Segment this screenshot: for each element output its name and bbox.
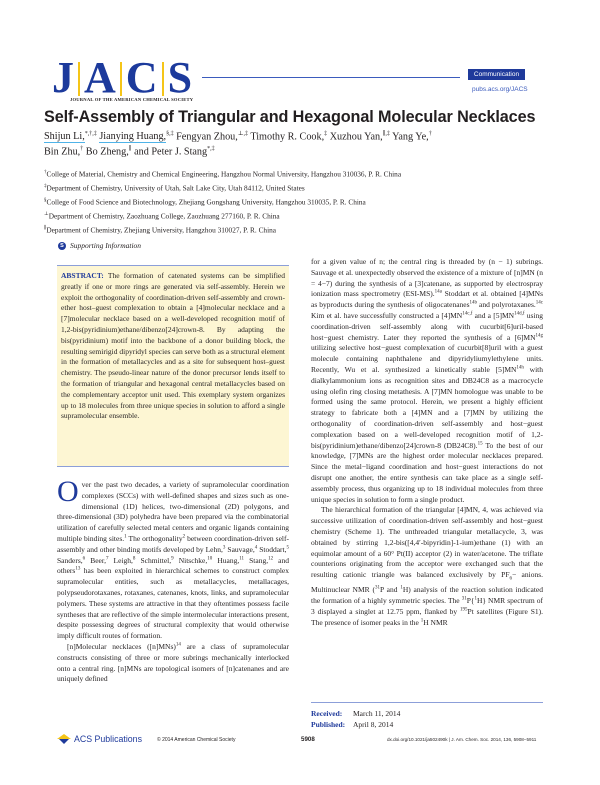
logo-divider bbox=[78, 62, 80, 96]
author-name: Bin Zhu, bbox=[44, 146, 81, 158]
affiliation bbox=[44, 167, 401, 181]
doi-citation-link[interactable]: dx.doi.org/10.1021/ja502490k | J. Am. Chem. Soc. 2014, 136, 5908−5911 bbox=[387, 737, 537, 742]
text: Stoddart, bbox=[257, 544, 287, 554]
text: utilizing selective host−guest complexation of cucurbit[8]uril with a guest molecule containing naphthalene and dipyridyliumylethylene units. Recently, Wu et al. synthesized a kinetically stable [5]MN bbox=[311, 343, 543, 374]
published-label: Published: bbox=[311, 720, 346, 729]
affiliation bbox=[44, 223, 401, 237]
reference-link[interactable]: 13 bbox=[75, 566, 81, 572]
isotope-mark: 1 bbox=[420, 618, 424, 624]
text: and a [5]MN bbox=[472, 310, 515, 320]
reference-link[interactable]: 3 bbox=[222, 545, 226, 551]
acs-logo-icon bbox=[57, 734, 71, 744]
text: H} NMR spectrum of 3 displayed a singlet at 12.75 ppm, flanked by bbox=[311, 596, 543, 616]
isotope-mark: 195 bbox=[460, 607, 468, 613]
text: − anions. Multinuclear NMR ( bbox=[311, 570, 544, 595]
reference-link[interactable]: 7 bbox=[105, 556, 109, 562]
subscript: 6 bbox=[509, 576, 512, 582]
affiliation-text: College of Material, Chemistry and Chemical Engineering, Hangzhou Normal University, Hangzhou 310036, P. R. China bbox=[46, 169, 402, 179]
reference-link[interactable]: 8 bbox=[132, 556, 136, 562]
body-paragraph bbox=[57, 642, 289, 685]
publisher-name: ACS Publications bbox=[74, 734, 142, 744]
received-row bbox=[311, 708, 543, 719]
author-marks: *,‡ bbox=[207, 146, 215, 153]
author-name: Fengyan Zhou, bbox=[176, 131, 238, 143]
affiliation-list bbox=[44, 167, 401, 237]
text: and polyrotaxanes. bbox=[477, 300, 536, 310]
author-name: Xuzhou Yan, bbox=[329, 131, 383, 143]
text: The hierarchical formation of the triangular [4]MN, 4, was achieved via successive utilization of coordination-driven self-assembly and host−guest chemistry (Scheme 1). The unthreaded triangular metallacycle, 3, was obtained by stirring 1,2-bis([4,4′-bipyridin]-1-ium)ethane (1) with an equimolar amount of a 60° Pt(II) acceptor (2) in water/acetone. The triflate counterions originating from the acceptor were exchanged such that the resulting cationic triangle was balanced exclusively by PF bbox=[311, 505, 543, 580]
copyright-notice: © 2014 American Chemical Society bbox=[157, 737, 236, 743]
text: and others bbox=[57, 555, 289, 576]
acs-publications-logo[interactable] bbox=[57, 734, 142, 744]
reference-link[interactable]: 14g bbox=[535, 333, 543, 339]
author-list bbox=[44, 128, 544, 159]
published-row bbox=[311, 719, 543, 730]
reference-link[interactable]: 14c,f bbox=[462, 311, 473, 317]
author-marks: ∥ bbox=[128, 146, 132, 153]
text: H) analysis of the reaction solution indicated the formation of a highly symmetric species. The bbox=[311, 585, 543, 606]
page-footer bbox=[57, 734, 543, 748]
publication-dates bbox=[311, 702, 543, 730]
reference-link[interactable]: 6 bbox=[82, 556, 86, 562]
text: Nitschke, bbox=[173, 555, 208, 565]
reference-link[interactable]: 9 bbox=[171, 556, 174, 562]
reference-link[interactable]: 14b bbox=[469, 300, 478, 306]
journal-full-name: JOURNAL OF THE AMERICAN CHEMICAL SOCIETY bbox=[70, 97, 194, 102]
text: for a given value of n; the central ring is threaded by (n − 1) subrings. Sauvage et al. unexpectedly observed the existence of a mixture of [n]MN (n = 4−7) during the synthesis of a [3]catenane, as supported by electrospray ionization mass spectrometry (ESI-MS). bbox=[311, 257, 543, 299]
text: Schmittel, bbox=[135, 555, 172, 565]
author-link[interactable]: Jianying Huang, bbox=[99, 131, 167, 143]
affiliation-mark: ⊥ bbox=[44, 212, 49, 218]
body-paragraph bbox=[311, 505, 543, 628]
text: The orthogonality bbox=[126, 533, 183, 543]
text: H NMR bbox=[423, 617, 448, 627]
isotope-mark: 31 bbox=[374, 585, 380, 591]
supporting-info-icon: S bbox=[58, 242, 66, 250]
abstract-label: ABSTRACT: bbox=[61, 271, 104, 280]
affiliation-text: College of Food Science and Biotechnology, Zhejiang Gongshang University, Hangzhou 310035, P. R. China bbox=[46, 197, 366, 207]
journal-url-link[interactable]: pubs.acs.org/JACS bbox=[472, 86, 528, 93]
reference-link[interactable]: 14c bbox=[535, 300, 544, 306]
reference-link[interactable]: 4 bbox=[254, 545, 258, 551]
body-column-right bbox=[311, 257, 543, 629]
logo-letter-s: S bbox=[167, 53, 193, 102]
body-paragraph bbox=[57, 475, 290, 642]
author-marks: ∥,‡ bbox=[382, 131, 390, 137]
published-date: April 8, 2014 bbox=[353, 720, 394, 729]
text: between coordination-driven self-assembly and other binding motifs developed by Lehn, bbox=[57, 533, 289, 554]
reference-link[interactable]: 14h bbox=[516, 365, 524, 371]
author-marks: ‡ bbox=[324, 131, 328, 137]
affiliation-text: Department of Chemistry, Zhejiang University, Hangzhou 310027, P. R. China bbox=[46, 225, 276, 235]
text: using coordination-driven self-assembly along with cucurbit[6]uril-based host−guest chemistry. Later they reported the synthesis of a [6]MN bbox=[311, 310, 543, 342]
isotope-mark: 1 bbox=[400, 585, 403, 591]
reference-link[interactable]: 12 bbox=[268, 556, 274, 562]
text: Sauvage, bbox=[225, 544, 255, 554]
author-name: Yang Ye, bbox=[392, 131, 429, 143]
reference-link[interactable]: 10 bbox=[207, 556, 213, 562]
affiliation bbox=[44, 209, 401, 223]
text: To the best of our knowledge, [7]MNs are the highest order molecular necklaces prepared. Since the metal−ligand coordination and host−guest interactions do not disrupt one another, the entire synthesis can take place as a single self-assembly process, thus organizing up to 18 individual molecules from three unique species in solution to form a single product. bbox=[311, 440, 543, 504]
author-marks: *,†,‡ bbox=[84, 131, 97, 137]
logo-divider bbox=[162, 62, 164, 96]
received-date: March 11, 2014 bbox=[353, 709, 401, 718]
journal-masthead bbox=[52, 53, 542, 106]
drop-cap: O bbox=[57, 475, 79, 508]
text: Stang, bbox=[244, 555, 269, 565]
abstract-box bbox=[57, 265, 289, 467]
affiliation-mark: ∥ bbox=[44, 226, 47, 232]
author-name: and Peter J. Stang bbox=[134, 146, 208, 158]
logo-divider bbox=[120, 62, 122, 96]
text: P and bbox=[379, 585, 401, 595]
affiliation-mark: † bbox=[44, 170, 47, 175]
logo-letter-c: C bbox=[125, 53, 158, 102]
text: Kim et al. have successfully constructed a [4]MN bbox=[311, 310, 463, 320]
affiliation-mark: ‡ bbox=[44, 184, 47, 190]
article-type-badge: Communication bbox=[468, 69, 525, 80]
text: are a class of supramolecular constructs consisting of three or more subrings mechanically interlocked onto a central ring. [n]MNs are topological isomers of [n]catenanes and are uniquely defined bbox=[57, 641, 289, 684]
text: has been exploited in hierarchical schemes to construct complex supramolecular entities, such as metallacycles, metallacages, polypseudorotaxanes, rotaxanes, catenanes, knots, links, and supramolecular polymers. These systems are attractive in that they oftentimes possess facile syntheses that are reflective of the simple intermolecular interactions present, despite possessing degrees of structural complexity that would otherwise imply difficult routes of formation. bbox=[57, 566, 289, 641]
reference-link[interactable]: 14d,f bbox=[514, 311, 525, 317]
text: P{ bbox=[466, 596, 475, 606]
affiliation-text: Department of Chemistry, Zaozhuang College, Zaozhuang 277160, P. R. China bbox=[48, 211, 280, 221]
reference-link[interactable]: 2 bbox=[182, 534, 186, 540]
page-number: 5908 bbox=[301, 736, 315, 743]
author-link[interactable]: Shijun Li, bbox=[44, 131, 85, 143]
author-name: Timothy R. Cook, bbox=[250, 131, 325, 143]
text: ver the past two decades, a variety of supramolecular coordination complexes (SCCs) with well-defined shapes and sizes such as one-dimensional (1D) helices, two-dimensional (2D) polygons, and three-dimensional (3D) polyhedra have been prepared via the combinatorial utilization of carefully selected metal centers and organic ligands containing multiple binding sites. bbox=[57, 480, 289, 543]
affiliation-mark: § bbox=[44, 198, 47, 204]
author-marks: §,‡ bbox=[166, 131, 174, 137]
body-paragraph bbox=[311, 257, 543, 505]
supporting-information-link[interactable] bbox=[58, 241, 141, 250]
logo-letter-a: A bbox=[84, 53, 116, 102]
author-marks: † bbox=[428, 131, 432, 137]
affiliation bbox=[44, 181, 401, 195]
text: Pt satellites (Figure S1). The presence of isomer peaks in the bbox=[311, 607, 543, 627]
text: Leigh, bbox=[108, 555, 133, 565]
abstract-text: The formation of catenated systems can be simplified greatly if one or more rings are generated via self-assembly. Herein we exploit the orthogonality of coordination-driven self-assembly and crown-ether host–guest complexation to obtain a [4]molecular necklace and a [7]molecular necklace based on a well-developed recognition motif of 1,2-bis(pyridinium)ethane/dibenzo[24]crown-8. By adapting the bis(pyridinium) motif into the backbone of a donor building block, the resulting semirigid dipyridyl species can serve both as a structural element in the formation of metallacycles and as a site for subsequent host–guest chemistry. The pseudo-linear nature of the donor precursor lends itself to the formation of triangular and hexagonal central metallacycles based on the complementary acceptor unit used. This exemplary system organizes up to 18 molecules from three unique species in solution to afford a single supramolecular ensemble. bbox=[61, 271, 285, 421]
body-column-left bbox=[57, 475, 290, 685]
received-label: Received: bbox=[311, 709, 343, 718]
text: Sanders, bbox=[57, 555, 83, 565]
affiliation-text: Department of Chemistry, University of Utah, Salt Lake City, Utah 84112, United States bbox=[46, 183, 305, 193]
header-rule bbox=[202, 77, 460, 78]
logo-letter-j: J bbox=[52, 53, 74, 102]
isotope-mark: 1 bbox=[474, 596, 477, 602]
text: Stoddart et al. obtained [4]MNs as byproducts during the synthesis of oligocatenanes bbox=[311, 289, 543, 310]
reference-link[interactable]: 11 bbox=[239, 556, 245, 562]
text: Beer, bbox=[85, 555, 106, 565]
author-marks: ⊥,‡ bbox=[237, 131, 248, 137]
affiliation bbox=[44, 195, 401, 209]
reference-link[interactable]: 15 bbox=[477, 441, 483, 447]
author-name: Bo Zheng, bbox=[85, 146, 129, 158]
reference-link[interactable]: 1 bbox=[124, 534, 127, 540]
text: [n]Molecular necklaces ([n]MNs) bbox=[67, 641, 176, 651]
reference-link[interactable]: 14a bbox=[434, 289, 442, 295]
text: with dialkylammonium ions as recognition sites and DB24C8 as a macrocycle using olefin ring closing metathesis. A [7]MN homologue was unable to be formed using the same protocol. Herein, we present a highly efficient strategy to fabricate both a [4]MN and a [7]MN by utilizing the orthogonality of coordination-driven self-assembly and host−guest complexation based on a well-developed recognition motif of 1,2-bis(pyridinium)ethane/dibenzo[24]crown-8 (DB24C8). bbox=[311, 364, 544, 450]
reference-link[interactable]: 14 bbox=[175, 642, 181, 648]
reference-link[interactable]: 5 bbox=[286, 545, 290, 551]
text: Huang, bbox=[212, 555, 240, 565]
supporting-info-label: Supporting Information bbox=[70, 241, 142, 250]
author-marks: † bbox=[80, 146, 84, 153]
article-title: Self-Assembly of Triangular and Hexagonal Molecular Necklaces bbox=[44, 108, 536, 126]
isotope-mark: 31 bbox=[461, 596, 467, 602]
